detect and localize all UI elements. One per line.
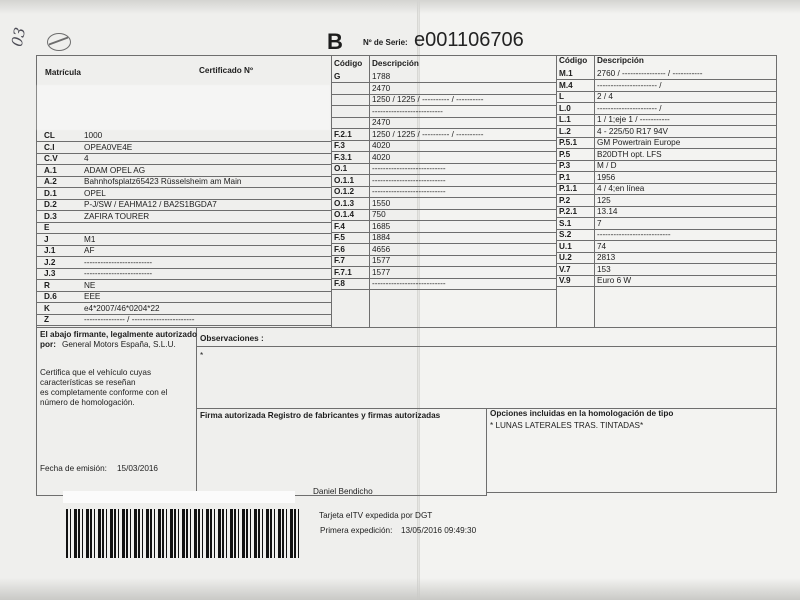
- mid-value: ---------------------------: [372, 175, 446, 185]
- bottom-table-border: [36, 327, 776, 328]
- right-code: U.1: [559, 241, 572, 251]
- right-value: 4 - 225/50 R17 94V: [597, 126, 669, 136]
- mid-code: F.6: [334, 244, 345, 254]
- left-row-line: [36, 141, 331, 142]
- right-value: ---------------------- /: [597, 80, 662, 90]
- fecha-emision-label: Fecha de emisión:: [40, 464, 107, 473]
- firma-name: Daniel Bendicho: [313, 487, 373, 496]
- mid-value: 4020: [372, 152, 391, 162]
- tarjeta-text: Tarjeta eITV expedida por DGT: [319, 511, 433, 520]
- right-code: P.1.1: [559, 184, 578, 193]
- top-border: [36, 55, 776, 56]
- paper-shadow-top: [0, 0, 800, 14]
- left-code: J.1: [44, 246, 56, 255]
- mid-code: G: [334, 72, 341, 81]
- right-value: 2760 / ---------------- / -----------: [597, 69, 703, 78]
- right-row-line: [556, 79, 776, 80]
- left-value: ADAM OPEL AG: [84, 165, 146, 175]
- mid-value: 4656: [372, 244, 391, 254]
- left-value: Bahnhofsplatz65423 Rüsselsheim am Main: [84, 177, 242, 186]
- divider-opciones: [486, 408, 487, 496]
- left-code: D.1: [44, 188, 57, 198]
- right-row-line: [556, 263, 776, 264]
- divider-observaciones: [196, 408, 776, 409]
- right-code: M.1: [559, 69, 573, 78]
- right-code: L.2: [559, 126, 571, 136]
- left-value: NE: [84, 280, 96, 290]
- mid-code: F.7.1: [334, 267, 352, 277]
- right-code: P.1: [559, 172, 571, 182]
- right-value: 153: [597, 264, 611, 274]
- paper-fold: [417, 0, 420, 600]
- certificado-label: Certificado Nº: [199, 66, 253, 75]
- left-code: A.2: [44, 177, 57, 186]
- right-code: U.2: [559, 253, 572, 262]
- mid-value: 1884: [372, 233, 391, 242]
- right-value: ---------------------- /: [597, 103, 662, 113]
- right-value: 1956: [597, 172, 616, 182]
- mid-code: F.3: [334, 141, 345, 150]
- left-value: --------------- / -----------------------: [84, 315, 195, 324]
- mid-value: ---------------------------: [372, 279, 446, 288]
- mid-value: 1577: [372, 256, 391, 265]
- fecha-emision-value: 15/03/2016: [117, 464, 158, 473]
- right-value: Euro 6 W: [597, 276, 632, 285]
- right-code: L.0: [559, 103, 571, 113]
- left-row-line: [36, 256, 331, 257]
- mid-value: --------------------------: [372, 106, 443, 116]
- mid-value: 1250 / 1225 / ---------- / ----------: [372, 95, 484, 104]
- mid-row-line: [331, 255, 556, 256]
- mid-code: F.7: [334, 256, 345, 265]
- handwritten-note: 03: [7, 25, 30, 49]
- serie-number: e001106706: [414, 29, 524, 51]
- right-row-line: [556, 194, 776, 195]
- obs-inner-line: [196, 346, 776, 347]
- left-value: OPEA0VE4E: [84, 142, 133, 152]
- mid-value: 2470: [372, 118, 391, 127]
- left-row-line: [36, 268, 331, 269]
- mid-code: F.8: [334, 279, 345, 288]
- mid-code: O.1: [334, 164, 348, 173]
- left-value: -------------------------: [84, 269, 153, 278]
- mid-row-line: [331, 266, 556, 267]
- mid-value: 2470: [372, 83, 391, 93]
- left-code: J.2: [44, 257, 56, 267]
- left-code: K: [44, 303, 50, 313]
- mid-row-line: [331, 151, 556, 152]
- mid-value: 1250 / 1225 / ---------- / ----------: [372, 129, 484, 139]
- right-codigo-head: Código: [559, 56, 588, 65]
- mid-code: O.1.1: [334, 175, 355, 185]
- mid-value: ---------------------------: [372, 164, 446, 173]
- right-row-line: [556, 286, 776, 287]
- mid-value: 1577: [372, 267, 391, 277]
- right-row-line: [556, 171, 776, 172]
- right-code: M.4: [559, 80, 573, 90]
- right-code: S.2: [559, 230, 572, 239]
- mid-row-line: [331, 209, 556, 210]
- mid-code: O.1.3: [334, 198, 355, 208]
- right-code: L.1: [559, 115, 571, 124]
- observaciones-value: *: [200, 351, 204, 360]
- right-code: S.1: [559, 218, 572, 228]
- mid-row-line: [331, 243, 556, 244]
- cert-line-4: número de homologación.: [40, 398, 135, 407]
- divider-signature: [196, 327, 197, 496]
- left-code: J: [44, 234, 49, 244]
- left-value: -------------------------: [84, 257, 153, 267]
- left-value: ZAFIRA TOURER: [84, 211, 150, 221]
- mid-value: 750: [372, 210, 386, 219]
- left-code: C.V: [44, 154, 58, 163]
- right-border: [776, 55, 777, 493]
- mid-row-line: [331, 220, 556, 221]
- right-descripcion-head: Descripción: [597, 56, 644, 65]
- right-value: 2 / 4: [597, 92, 613, 101]
- mid-codigo-head: Código: [334, 59, 363, 68]
- left-row-line: [36, 245, 331, 246]
- right-row-line: [556, 240, 776, 241]
- left-code: A.1: [44, 165, 57, 175]
- left-row-line: [36, 187, 331, 188]
- left-row-line: [36, 222, 331, 223]
- left-value: EEE: [84, 292, 101, 301]
- barcode-icon: [66, 509, 300, 558]
- right-value: 74: [597, 241, 607, 251]
- divider-mid-right: [556, 55, 557, 328]
- mid-code: O.1.2: [334, 187, 355, 196]
- firmante-name: General Motors España, S.L.U.: [62, 340, 176, 349]
- right-value: 2813: [597, 253, 616, 262]
- right-code: P.2.1: [559, 207, 578, 216]
- right-code: P.2: [559, 195, 571, 205]
- right-row-line: [556, 217, 776, 218]
- mid-value: 1685: [372, 221, 391, 231]
- mid-row-line: [331, 105, 556, 106]
- section-letter: B: [327, 29, 343, 54]
- right-value: 1 / 1;eje 1 / -----------: [597, 115, 670, 124]
- opciones-value: * LUNAS LATERALES TRAS. TINTADAS*: [490, 421, 644, 430]
- opel-logo-icon: [47, 33, 71, 51]
- mid-row-line: [331, 232, 556, 233]
- firmante-label: El abajo firmante, legalmente autorizado: [40, 330, 197, 339]
- left-code: D.3: [44, 211, 57, 221]
- left-value: M1: [84, 234, 96, 244]
- divider-right-code: [594, 55, 595, 328]
- divider-left-mid: [331, 55, 332, 328]
- right-value: B20DTH opt. LFS: [597, 149, 662, 159]
- right-row-line: [556, 275, 776, 276]
- mid-row-line: [331, 140, 556, 141]
- left-row-line: [36, 210, 331, 211]
- left-code: R: [44, 280, 50, 290]
- right-value: 4 / 4;en línea: [597, 184, 645, 193]
- right-code: P.3: [559, 161, 571, 170]
- mid-code: F.4: [334, 221, 345, 231]
- observaciones-label: Observaciones :: [200, 334, 264, 343]
- left-row-line: [36, 291, 331, 292]
- left-value: AF: [84, 246, 95, 255]
- left-row-line: [36, 325, 331, 326]
- mid-value: 1788: [372, 72, 391, 81]
- mid-code: F.2.1: [334, 129, 352, 139]
- firma-label: Firma autorizada Registro de fabricantes y firmas autorizadas: [200, 411, 441, 420]
- mid-descripcion-head: Descripción: [372, 59, 419, 68]
- right-code: P.5: [559, 149, 571, 159]
- right-row-line: [556, 160, 776, 161]
- divider-mid-code: [369, 55, 370, 328]
- mid-value: ---------------------------: [372, 187, 446, 196]
- left-code: E: [44, 223, 50, 232]
- mid-code: F.5: [334, 233, 345, 242]
- matricula-label: Matrícula: [45, 68, 81, 77]
- right-code: L: [559, 92, 565, 101]
- left-code: C.I: [44, 142, 55, 152]
- mid-row-line: [331, 117, 556, 118]
- right-row-line: [556, 148, 776, 149]
- right-row-line: [556, 102, 776, 103]
- right-code: V.7: [559, 264, 571, 274]
- cert-line-1: Certifica que el vehículo cuyas: [40, 368, 152, 377]
- left-row-line: [36, 164, 331, 165]
- right-value: ---------------------------: [597, 230, 671, 239]
- left-value: OPEL: [84, 188, 106, 198]
- firmante-por: por:: [40, 340, 56, 349]
- right-value: M / D: [597, 161, 617, 170]
- right-value: 125: [597, 195, 611, 205]
- bottom-border-right: [486, 492, 776, 493]
- left-code: J.3: [44, 269, 56, 278]
- serie-label: Nº de Serie:: [363, 38, 408, 47]
- left-row-line: [36, 233, 331, 234]
- left-value: P-J/SW / EAHMA12 / BA2S1BGDA7: [84, 200, 217, 209]
- mid-value: 4020: [372, 141, 391, 150]
- left-value: 1000: [84, 131, 103, 140]
- right-row-line: [556, 91, 776, 92]
- mid-row-line: [331, 197, 556, 198]
- opciones-label: Opciones incluidas en la homologación de tipo: [490, 409, 674, 418]
- cert-line-2: características se reseñan: [40, 378, 136, 387]
- right-code: V.9: [559, 276, 571, 285]
- left-row-line: [36, 302, 331, 303]
- left-code: CL: [44, 131, 55, 140]
- cert-line-3: es completamente conforme con el: [40, 388, 168, 397]
- blurred-data: [37, 85, 330, 130]
- mid-row-line: [331, 289, 556, 290]
- left-value: e4*2007/46*0204*22: [84, 303, 160, 313]
- right-row-line: [556, 252, 776, 253]
- right-row-line: [556, 206, 776, 207]
- primera-label: Primera expedición:: [320, 526, 393, 535]
- right-value: 13.14: [597, 207, 618, 216]
- right-value: GM Powertrain Europe: [597, 138, 681, 147]
- primera-value: 13/05/2016 09:49:30: [401, 526, 477, 535]
- right-value: 7: [597, 218, 602, 228]
- right-row-line: [556, 183, 776, 184]
- mid-value: 1550: [372, 198, 391, 208]
- left-code: Z: [44, 315, 50, 324]
- left-code: D.6: [44, 292, 57, 301]
- left-row-line: [36, 153, 331, 154]
- mid-code: F.3.1: [334, 152, 352, 162]
- left-value: 4: [84, 154, 89, 163]
- mid-row-line: [331, 82, 556, 83]
- blurred-footer-data: [63, 491, 295, 503]
- left-row-line: [36, 279, 331, 280]
- paper-shadow-bottom: [0, 578, 800, 600]
- mid-code: O.1.4: [334, 210, 355, 219]
- right-code: P.5.1: [559, 138, 578, 147]
- left-code: D.2: [44, 200, 57, 209]
